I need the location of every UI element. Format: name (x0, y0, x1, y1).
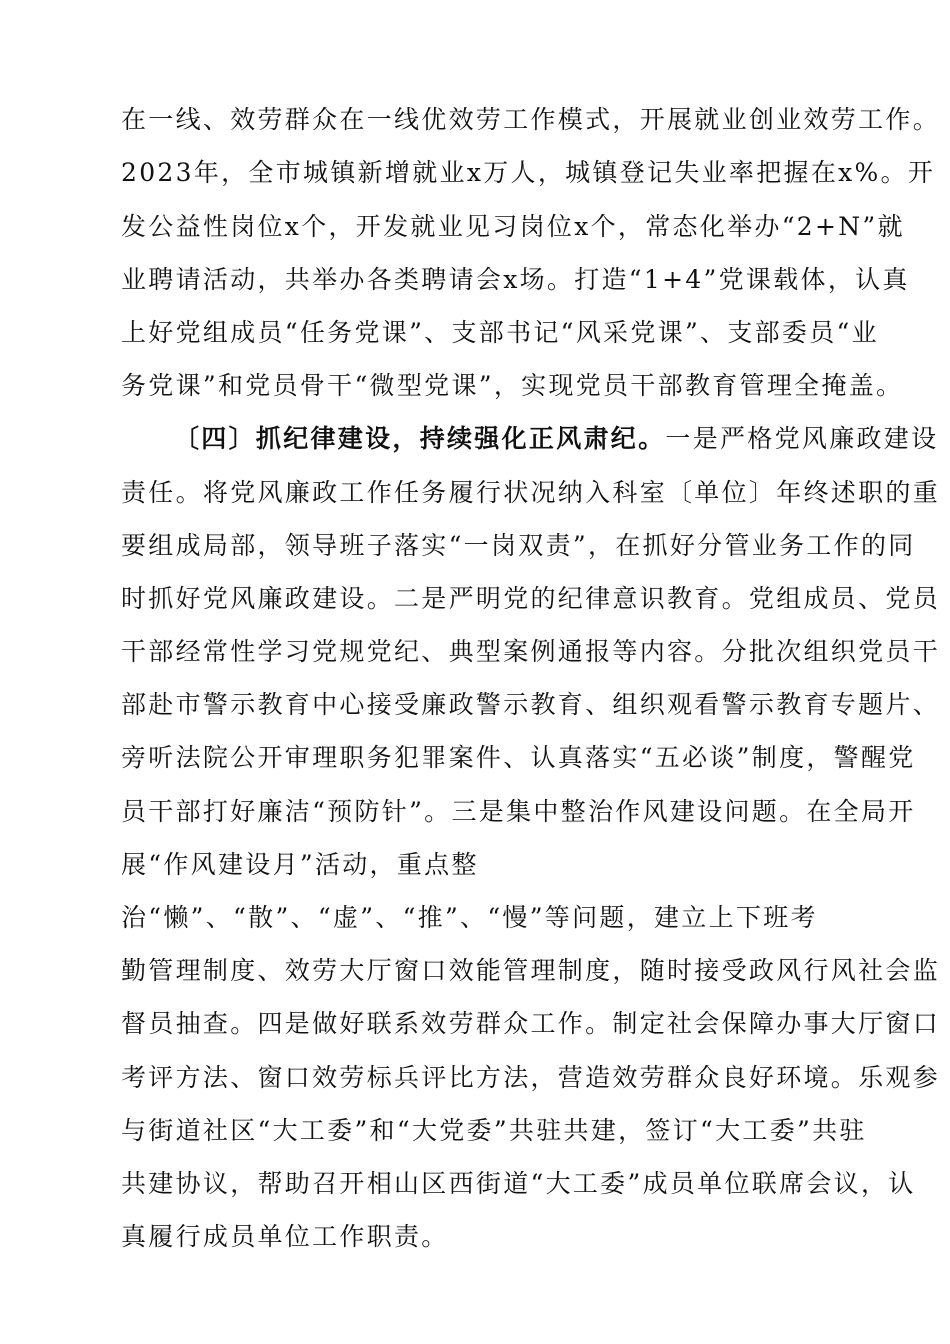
text-line: 在一线、效劳群众在一线优效劳工作模式，开展就业创业效劳工作。 (121, 105, 941, 134)
text-line: 干部经常性学习党规党纪、典型案例通报等内容。分批次组织党员干 (121, 637, 941, 666)
text-line: 务党课”和党员骨干“微型党课”，实现党员干部教育管理全掩盖。 (121, 371, 904, 400)
text-line: 部赴市警示教育中心接受廉政警示教育、组织观看警示教育专题片、 (121, 690, 941, 719)
text-line: 真履行成员单位工作职责。 (121, 1222, 449, 1251)
text-line: 员干部打好廉洁“预防针”。三是集中整治作风建设问题。在全局开 (121, 797, 916, 826)
section-heading: 〔四〕抓纪律建设，持续强化正风肃纪。 (174, 424, 666, 453)
text-line: 考评方法、窗口效劳标兵评比方法，营造效劳群众良好环境。乐观参 (121, 1063, 941, 1092)
text-line: 督员抽查。四是做好联系效劳群众工作。制定社会保障办事大厅窗口 (121, 1009, 941, 1038)
text-line: 责任。将党风廉政工作任务履行状况纳入科室〔单位〕年终述职的重 (121, 478, 941, 507)
text-line: 治“懒”、“散”、“虚”、“推”、“慢”等问题，建立上下班考 (121, 903, 818, 932)
text-line: 与街道社区“大工委”和“大党委”共驻共建，签订“大工委”共驻 (121, 1116, 867, 1145)
text-line: 业聘请活动，共举办各类聘请会x场。打造“1+4”党课载体，认真 (121, 265, 910, 294)
section-first-line-text: 一是严格党风廉政建设 (665, 424, 939, 453)
section-first-line (174, 423, 939, 455)
text-line: 旁听法院公开审理职务犯罪案件、认真落实“五必谈”制度，警醒党 (121, 743, 916, 772)
text-line: 要组成局部，领导班子落实“一岗双责”，在抓好分管业务工作的同 (121, 531, 916, 560)
text-line: 勤管理制度、效劳大厅窗口效能管理制度，随时接受政风行风社会监 (121, 956, 941, 985)
text-line: 2023年，全市城镇新增就业x万人，城镇登记失业率把握在x%。开 (121, 158, 936, 187)
text-line: 时抓好党风廉政建设。二是严明党的纪律意识教育。党组成员、党员 (121, 584, 941, 613)
text-line: 上好党组成员“任务党课”、支部书记“风采党课”、支部委员“业 (121, 318, 879, 347)
text-line: 发公益性岗位x个，开发就业见习岗位x个，常态化举办“2+N”就 (121, 212, 905, 241)
text-line: 共建协议，帮助召开相山区西街道“大工委”成员单位联席会议，认 (121, 1169, 916, 1198)
text-line: 展“作风建设月”活动，重点整 (121, 850, 479, 879)
